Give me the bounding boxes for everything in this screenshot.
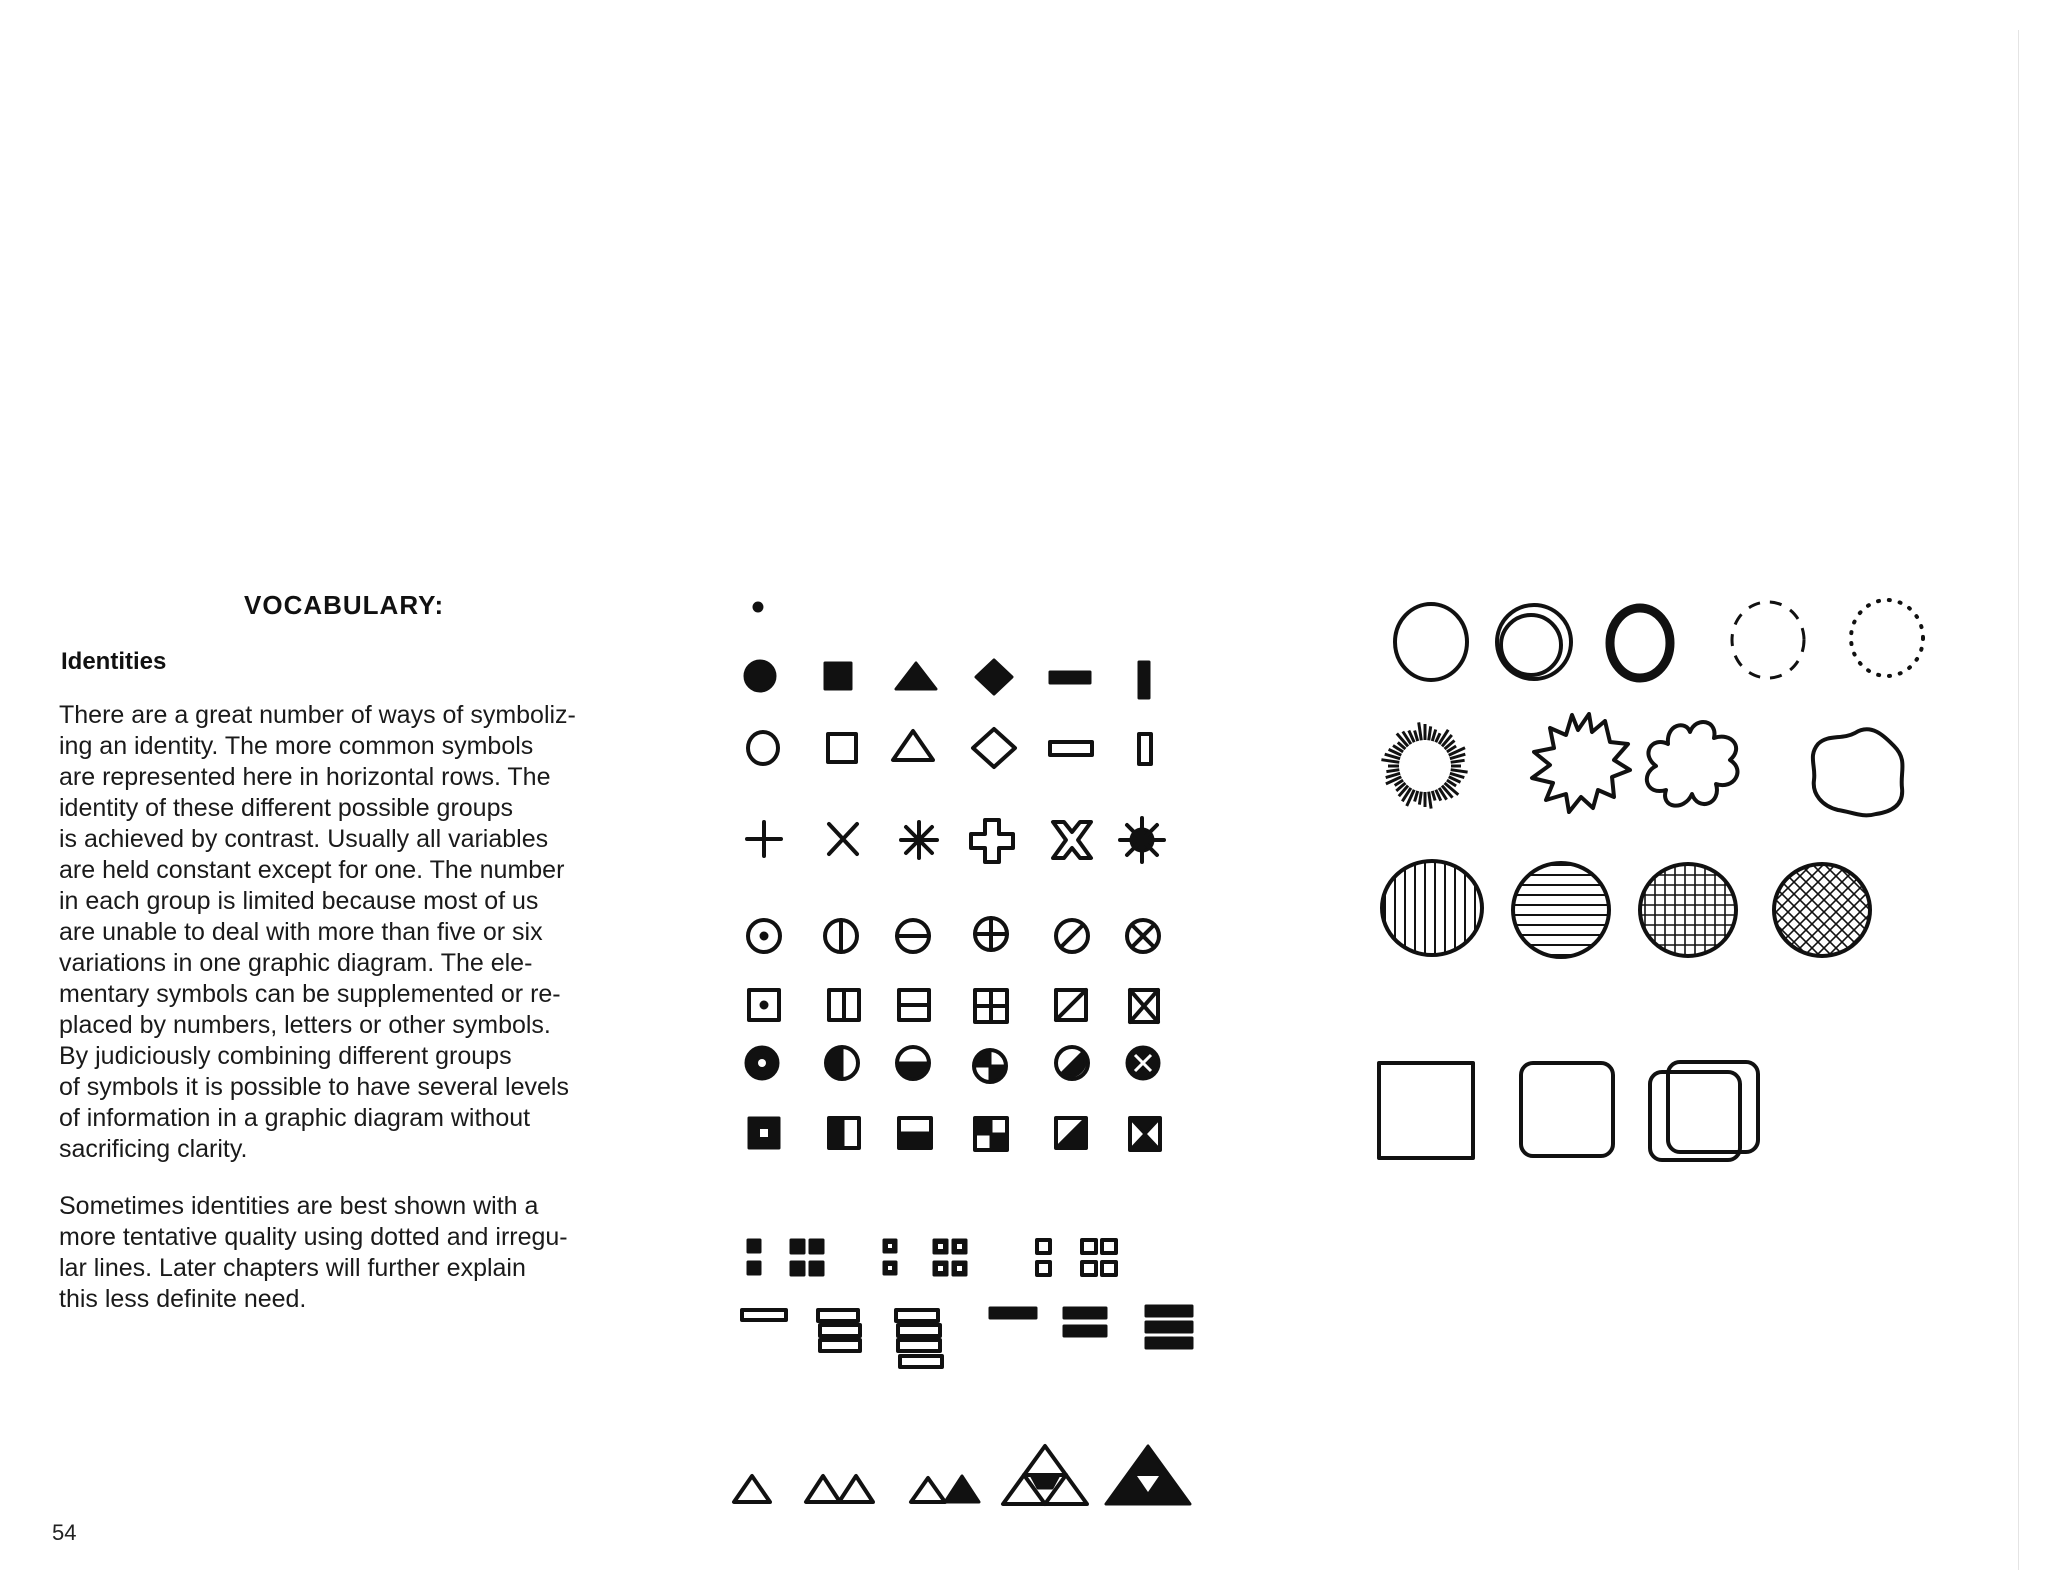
outline-triangle-pair-symbol: [806, 1476, 873, 1502]
circle-diagonal-symbol: [1056, 920, 1088, 952]
square-line-styles-row: [1379, 1062, 1758, 1160]
filled-bar-triple-symbol: [1146, 1306, 1192, 1348]
ray-tick: [1419, 722, 1422, 740]
rounded-square-symbol: [1521, 1063, 1613, 1156]
square-vertical-split-symbol: [829, 990, 859, 1020]
thin-circle-symbol: [1395, 604, 1467, 680]
section-heading: VOCABULARY:: [244, 590, 445, 620]
filled-square-pair-symbol: [748, 1240, 760, 1274]
outline-triangle-single-symbol: [734, 1476, 770, 1502]
outline-triangle-symbol: [893, 731, 933, 760]
square-with-dot-symbol: [749, 990, 779, 1020]
double-circle-symbol: [1497, 605, 1571, 679]
text-line: of information in a graphic diagram without: [59, 1104, 531, 1132]
text-line: identity of these different possible groups: [59, 794, 513, 822]
hourglass-filled-square-symbol: [1130, 1118, 1160, 1150]
text-line: placed by numbers, letters or other symbols.: [59, 1011, 551, 1039]
left-half-filled-square-symbol: [829, 1118, 859, 1148]
circle-quartered-symbol: [975, 918, 1007, 950]
ray-tick: [1432, 791, 1435, 801]
circle-horizontal-split-symbol: [897, 920, 929, 952]
ray-tick: [1415, 731, 1418, 742]
outline-bar-quad-symbol: [896, 1310, 942, 1367]
grid-hatch-circle-symbol: [1640, 864, 1736, 956]
filled-bar-pair-symbol: [1064, 1308, 1106, 1336]
cloud-circle-symbol: [1647, 722, 1738, 806]
ray-tick: [1451, 760, 1465, 762]
outline-bar-single-symbol: [742, 1310, 786, 1320]
text-line: Sometimes identities are best shown with a: [59, 1192, 539, 1220]
asterisk-symbol: [901, 822, 937, 858]
x-filled-circle-symbol: [1127, 1047, 1159, 1079]
quarters-filled-circle-symbol: [974, 1050, 1006, 1082]
vertical-hatch-circle-symbol: [1382, 861, 1482, 955]
outlined-plus-symbol: [971, 820, 1013, 862]
circle-line-styles-row: [1395, 600, 1923, 680]
wavy-circle-symbol: [1813, 729, 1903, 815]
overlapping-squares-symbol: [1650, 1062, 1758, 1160]
outline-square-pair-symbol: [1037, 1240, 1050, 1275]
text-line: ing an identity. The more common symbols: [59, 732, 534, 760]
star-burst-circle-symbol: [1532, 714, 1630, 812]
ray-tick: [1429, 726, 1431, 740]
text-line: sacrificing clarity.: [59, 1135, 248, 1163]
filled-circle-symbol: [745, 661, 775, 691]
text-line: lar lines. Later chapters will further explain: [59, 1254, 526, 1282]
cross-hatch-circle-symbol: [1774, 864, 1870, 956]
square-x-symbol: [1130, 990, 1158, 1022]
text-line: is achieved by contrast. Usually all variables: [59, 825, 549, 853]
text-line: variations in one graphic diagram. The ele-: [59, 949, 533, 977]
single-dot-symbol: [754, 603, 762, 611]
bottom-half-filled-square-symbol: [899, 1118, 931, 1148]
half-filled-squares-row: [749, 1118, 1160, 1150]
text-line: are held constant except for one. The number: [59, 856, 565, 884]
square-quartered-symbol: [975, 990, 1007, 1022]
dotted-circle-symbol: [1851, 600, 1923, 676]
horizontal-hatch-circle-symbol: [1513, 863, 1609, 957]
circle-x-symbol: [1127, 920, 1159, 952]
text-line: There are a great number of ways of symboliz-: [59, 701, 576, 729]
filled-shapes-row: [745, 660, 1149, 698]
outline-diamond-symbol: [973, 729, 1015, 767]
ray-tick: [1381, 760, 1399, 763]
irregular-circles-row: [1381, 714, 1902, 815]
outline-triangle-pyramid-symbol: [1003, 1446, 1087, 1504]
circle-vertical-split-symbol: [825, 920, 857, 952]
outline-bar-triple-symbol: [818, 1310, 860, 1351]
ray-tick: [1429, 792, 1431, 809]
outline-post-symbol: [1139, 734, 1151, 764]
outline-circle-symbol: [748, 732, 778, 764]
diagonal-half-filled-circle-symbol: [1056, 1047, 1088, 1079]
outline-square-symbol: [828, 734, 856, 762]
ray-tick: [1451, 770, 1468, 772]
bottom-half-filled-circle-symbol: [897, 1047, 929, 1079]
text-line: in each group is limited because most of us: [59, 887, 539, 915]
cross-marks-row: [747, 818, 1164, 862]
filled-triangle-pyramid-symbol: [1106, 1446, 1190, 1504]
filled-post-symbol: [1139, 662, 1149, 698]
square-groupings-row: [748, 1240, 1116, 1275]
filled-square-symbol: [825, 663, 851, 689]
plus-sign-symbol: [747, 822, 781, 856]
text-line: mentary symbols can be supplemented or re-: [59, 980, 561, 1008]
dotted-square-pair-symbol: [884, 1240, 896, 1274]
square-dividers-row: [749, 990, 1158, 1022]
thick-circle-symbol: [1610, 608, 1670, 678]
text-line: are unable to deal with more than five or six: [59, 918, 543, 946]
outlined-x-symbol: [1053, 822, 1091, 858]
square-diagonal-symbol: [1056, 990, 1086, 1020]
outline-shapes-row: [748, 729, 1151, 767]
square-horizontal-split-symbol: [899, 990, 929, 1020]
triangle-groupings-row: [734, 1446, 1190, 1504]
hatched-circles-row: [1382, 861, 1870, 957]
filled-bar-single-symbol: [990, 1308, 1036, 1318]
filled-diamond-symbol: [976, 660, 1012, 694]
text-line: more tentative quality using dotted and irregu-: [59, 1223, 568, 1251]
text-line: are represented here in horizontal rows. The: [59, 763, 551, 791]
circle-with-dot-symbol: [748, 920, 780, 952]
diagonal-half-filled-square-symbol: [1056, 1118, 1086, 1148]
text-line: By judiciously combining different groups: [59, 1042, 512, 1070]
text-line: of symbols it is possible to have several levels: [59, 1073, 569, 1101]
page-number: 54: [52, 1520, 77, 1545]
filled-square-with-dot-symbol: [749, 1118, 779, 1148]
text-line: this less definite need.: [59, 1285, 307, 1313]
outline-bar-symbol: [1050, 742, 1092, 755]
ray-tick: [1415, 791, 1418, 802]
bar-stacks-row: [742, 1306, 1192, 1367]
ray-tick: [1386, 770, 1399, 772]
x-mark-symbol: [829, 824, 857, 854]
left-half-filled-circle-symbol: [826, 1047, 858, 1079]
half-filled-circles-row: [746, 1047, 1159, 1082]
subsection-heading: Identities: [61, 648, 167, 675]
dotted-square-quad-symbol: [934, 1240, 966, 1275]
radiating-circle-symbol: [1381, 722, 1467, 808]
plain-square-symbol: [1379, 1063, 1473, 1158]
circle-dividers-row: [748, 918, 1159, 952]
starburst-symbol: [1120, 818, 1164, 862]
checker-filled-square-symbol: [975, 1118, 1007, 1150]
mixed-triangle-pair-symbol: [911, 1476, 979, 1502]
dashed-circle-symbol: [1732, 602, 1804, 678]
filled-triangle-symbol: [896, 663, 936, 689]
filled-bar-symbol: [1050, 672, 1090, 683]
ring-filled-circle-symbol: [746, 1047, 778, 1079]
filled-square-quad-symbol: [791, 1240, 823, 1275]
ray-tick: [1432, 730, 1435, 742]
ray-tick: [1419, 792, 1421, 805]
outline-square-quad-symbol: [1082, 1240, 1116, 1275]
